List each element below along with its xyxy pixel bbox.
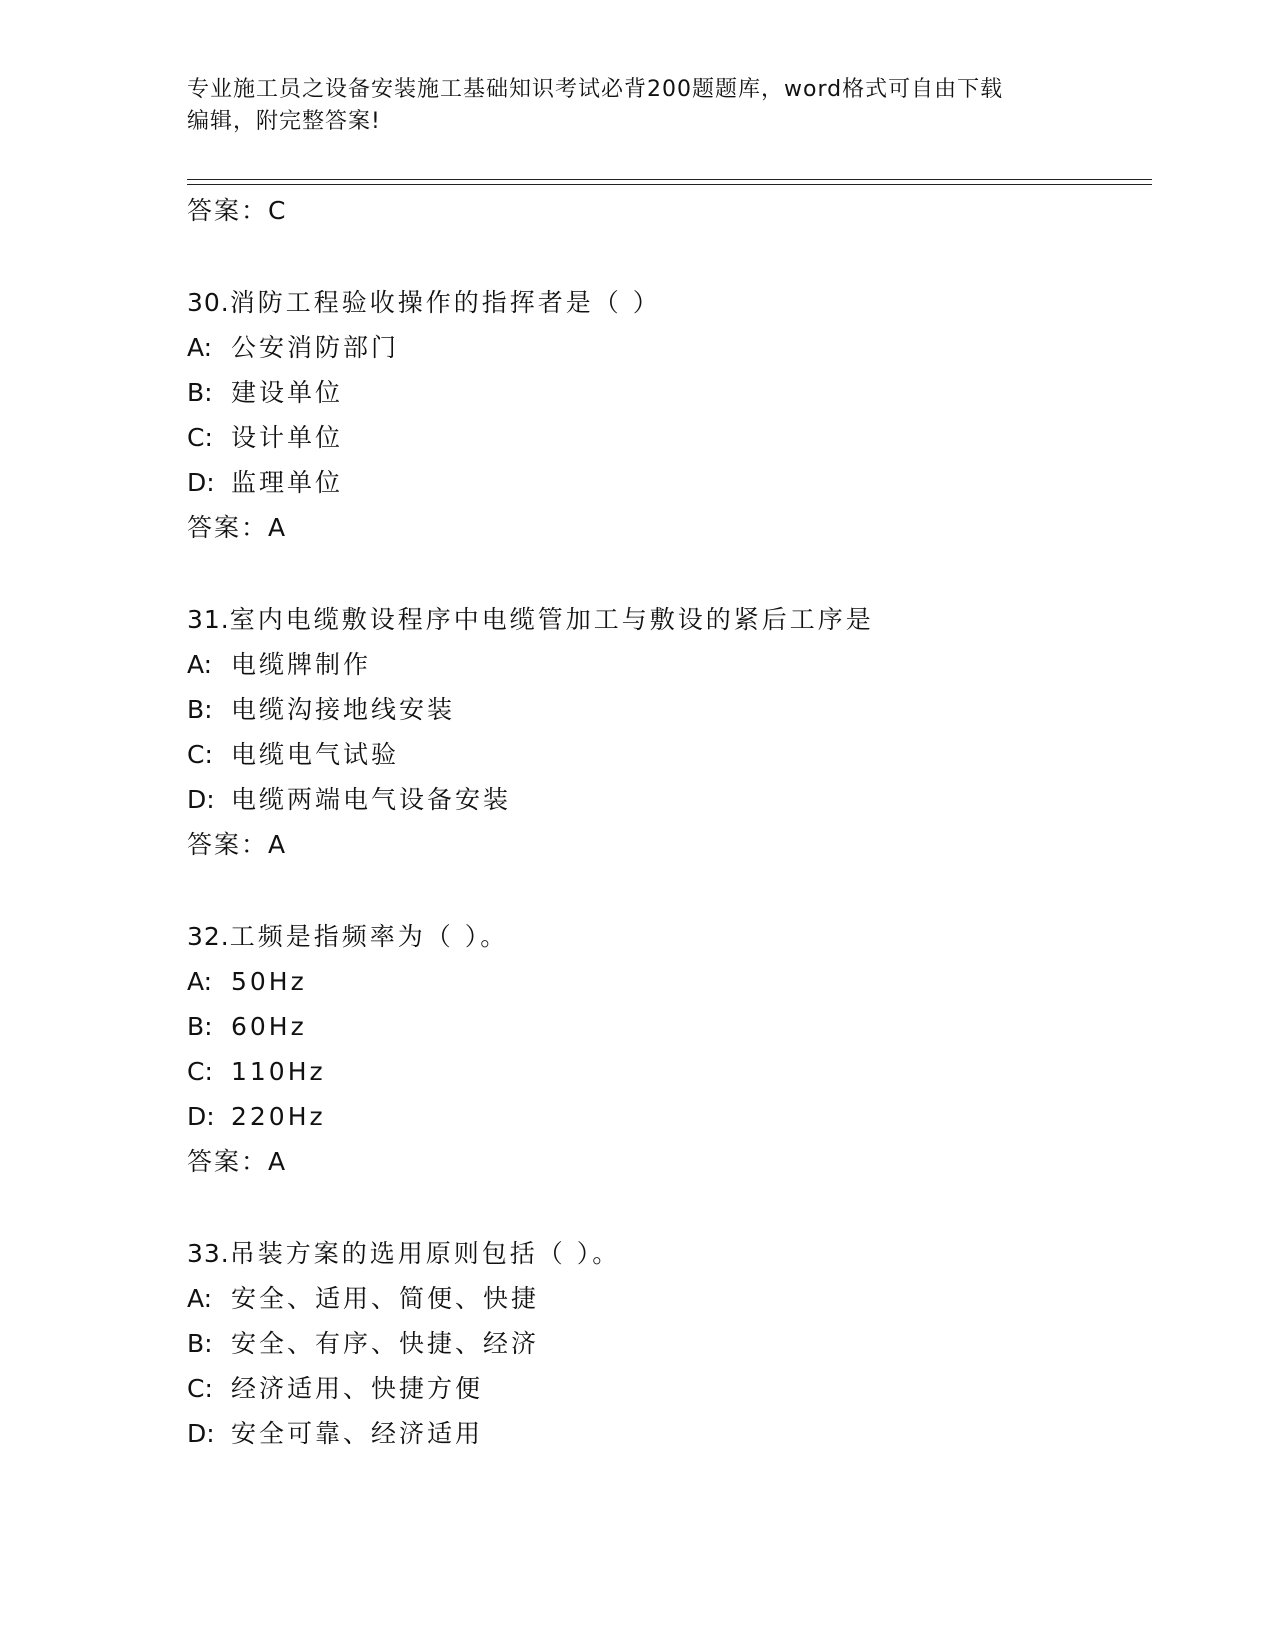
option-c <box>187 415 1147 460</box>
option-letter: D: <box>187 1102 215 1131</box>
question-text: 室内电缆敷设程序中电缆管加工与敷设的紧后工序是 <box>229 605 874 634</box>
option-text: 220Hz <box>231 1102 326 1131</box>
spacer <box>187 550 1147 597</box>
option-text: 经济适用、快捷方便 <box>231 1374 484 1403</box>
option-text: 安全可靠、经济适用 <box>231 1419 484 1448</box>
option-text: 110Hz <box>231 1057 326 1086</box>
option-letter: D: <box>187 785 215 814</box>
question-text: 工频是指频率为（ ）。 <box>229 922 509 951</box>
option-b <box>187 1321 1147 1366</box>
option-text: 电缆牌制作 <box>231 650 372 679</box>
option-letter: B: <box>187 1012 213 1041</box>
question-stem <box>187 280 1147 325</box>
question-number: 33. <box>187 1239 230 1268</box>
option-a <box>187 642 1147 687</box>
option-letter: A: <box>187 650 213 679</box>
option-letter: C: <box>187 423 213 452</box>
question-32 <box>187 914 1147 1184</box>
answer: 答案：A <box>187 513 288 542</box>
header-title-line-1: 专业施工员之设备安装施工基础知识考试必背200题题库，word格式可自由下载 <box>187 77 1004 102</box>
option-text: 50Hz <box>231 967 307 996</box>
option-letter: B: <box>187 695 213 724</box>
option-b <box>187 687 1147 732</box>
header-title-line-2: 编辑，附完整答案! <box>187 109 381 134</box>
question-list <box>187 188 1147 1456</box>
option-text: 安全、适用、简便、快捷 <box>231 1284 540 1313</box>
option-text: 建设单位 <box>231 378 344 407</box>
answer: 答案：A <box>187 1147 288 1176</box>
header-divider-top <box>187 179 1152 180</box>
option-text: 设计单位 <box>231 423 344 452</box>
option-letter: A: <box>187 967 213 996</box>
question-stem <box>187 1231 1147 1276</box>
option-d <box>187 777 1147 822</box>
spacer <box>187 233 1147 280</box>
option-a <box>187 325 1147 370</box>
question-stem <box>187 914 1147 959</box>
option-text: 公安消防部门 <box>231 333 400 362</box>
option-c <box>187 1366 1147 1411</box>
option-text: 电缆电气试验 <box>231 740 400 769</box>
option-c <box>187 1049 1147 1094</box>
option-letter: B: <box>187 378 213 407</box>
option-b <box>187 370 1147 415</box>
option-letter: A: <box>187 333 213 362</box>
option-d <box>187 1411 1147 1456</box>
question-number: 32. <box>187 922 230 951</box>
question-number: 30. <box>187 288 230 317</box>
option-text: 电缆沟接地线安装 <box>231 695 456 724</box>
option-text: 60Hz <box>231 1012 307 1041</box>
header-divider-bottom <box>187 184 1152 185</box>
option-letter: C: <box>187 1374 213 1403</box>
option-text: 安全、有序、快捷、经济 <box>231 1329 540 1358</box>
spacer <box>187 1184 1147 1231</box>
question-text: 吊装方案的选用原则包括（ ）。 <box>229 1239 621 1268</box>
option-text: 监理单位 <box>231 468 344 497</box>
document-header <box>187 74 1087 138</box>
option-d <box>187 460 1147 505</box>
option-text: 电缆两端电气设备安装 <box>231 785 512 814</box>
question-31 <box>187 597 1147 867</box>
question-text: 消防工程验收操作的指挥者是（ ） <box>229 288 661 317</box>
spacer <box>187 867 1147 914</box>
option-letter: B: <box>187 1329 213 1358</box>
question-33 <box>187 1231 1147 1456</box>
question-stem <box>187 597 1147 642</box>
option-letter: C: <box>187 1057 213 1086</box>
option-letter: C: <box>187 740 213 769</box>
option-letter: D: <box>187 468 215 497</box>
previous-answer: 答案：C <box>187 196 288 225</box>
question-number: 31. <box>187 605 230 634</box>
option-a <box>187 1276 1147 1321</box>
option-d <box>187 1094 1147 1139</box>
question-30 <box>187 280 1147 550</box>
option-letter: D: <box>187 1419 215 1448</box>
option-a <box>187 959 1147 1004</box>
answer: 答案：A <box>187 830 288 859</box>
option-letter: A: <box>187 1284 213 1313</box>
option-b <box>187 1004 1147 1049</box>
option-c <box>187 732 1147 777</box>
